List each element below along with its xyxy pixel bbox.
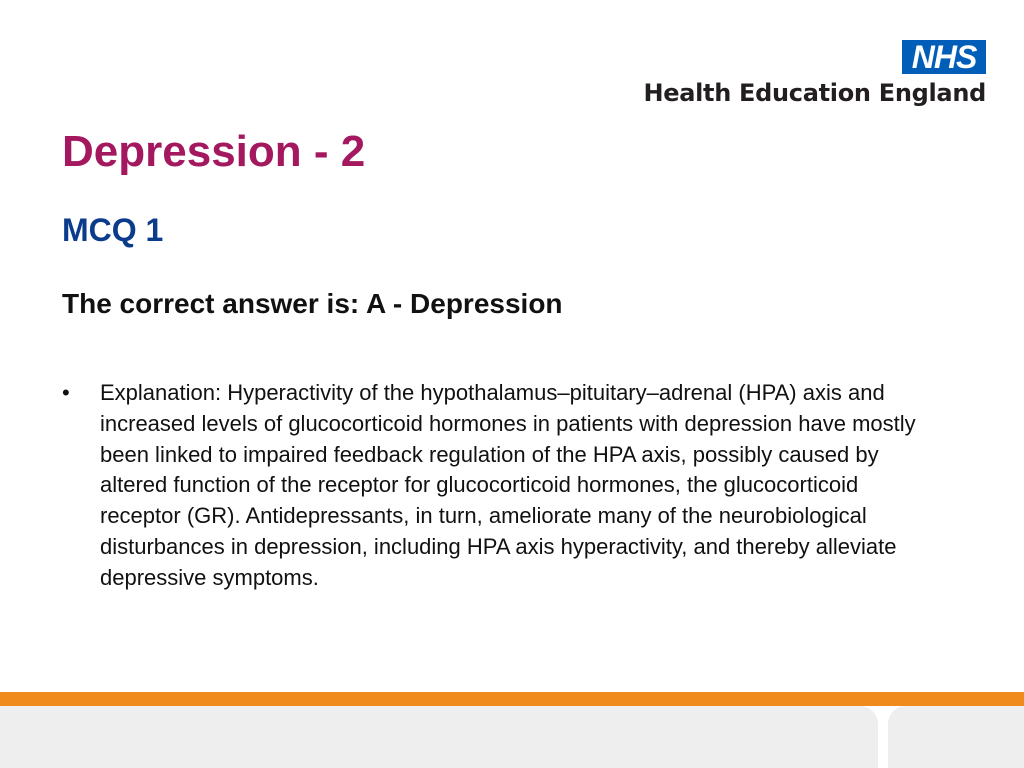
footer-grey-panel-right: [888, 706, 1024, 768]
explanation-text: Explanation: Hyperactivity of the hypothalamus–pituitary–adrenal (HPA) axis and increased levels of glucocorticoid hormones in patients with depression have mostly been linked to impaired feedback regulation of the HPA axis, possibly caused by altered function of the receptor for glucocorticoid hormones, the glucocorticoid receptor (GR). Antidepressants, in turn, ameliorate many of the neurobiological disturbances in depression, including HPA axis hyperactivity, and thereby alleviate depressive symptoms.: [100, 380, 916, 590]
bullet-item: [62, 378, 942, 594]
bullet-marker: •: [62, 380, 70, 405]
nhs-hee-logo: [626, 40, 986, 112]
footer-orange-band: [0, 692, 1024, 706]
slide-title: Depression - 2: [62, 127, 366, 176]
explanation-list: [62, 378, 942, 594]
correct-answer: The correct answer is: A - Depression: [62, 288, 563, 319]
organization-name: Health Education England: [643, 79, 986, 107]
slide-subtitle: MCQ 1: [62, 212, 164, 248]
footer-grey-panel-left: [0, 706, 878, 768]
nhs-badge: NHS: [902, 40, 986, 74]
